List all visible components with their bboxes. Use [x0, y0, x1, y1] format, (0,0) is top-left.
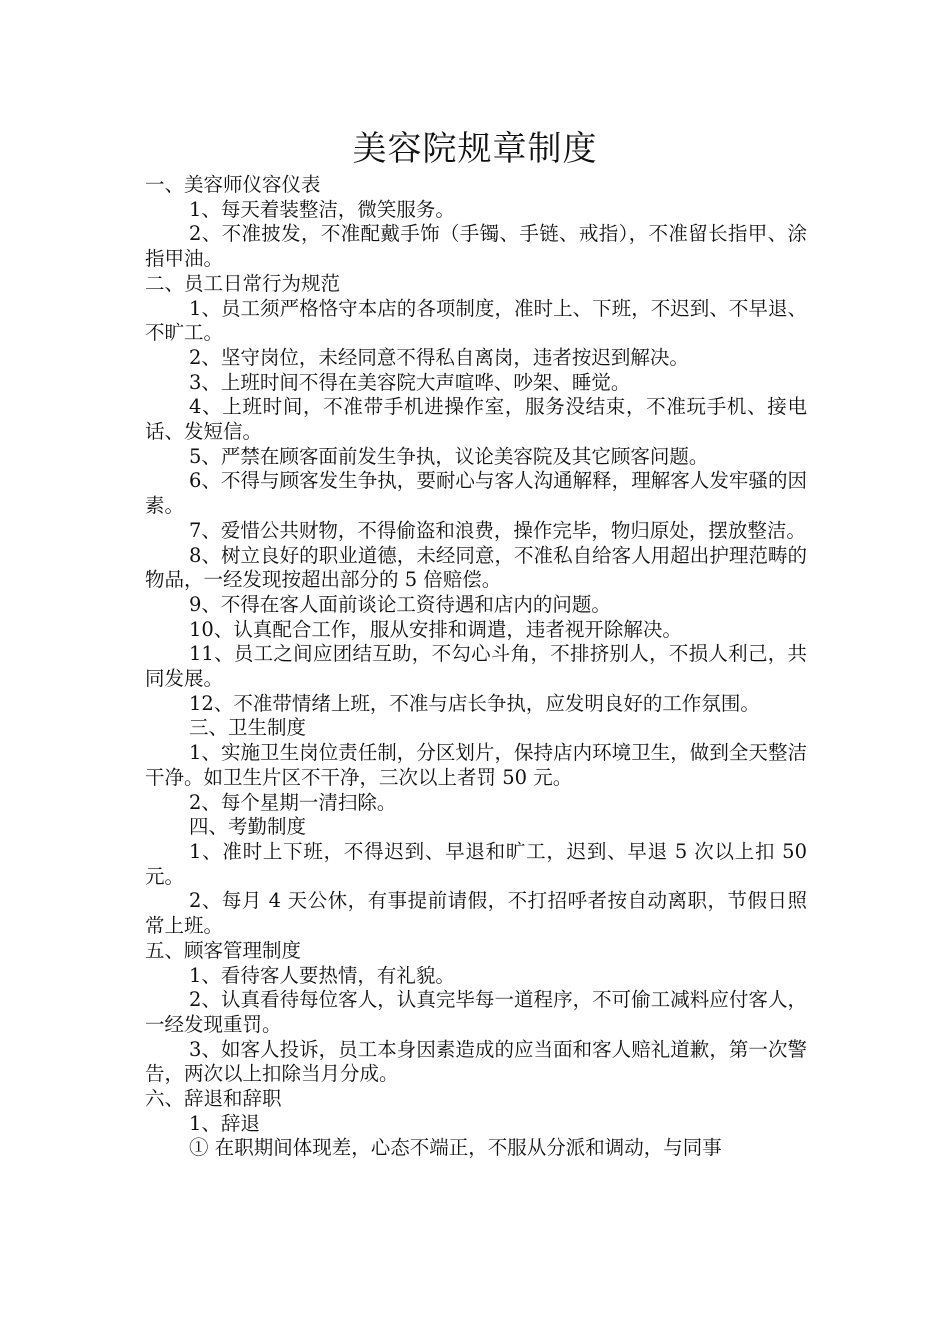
- body-paragraph: 1、实施卫生岗位责任制，分区划片，保持店内环境卫生，做到全天整洁干净。如卫生片区不干净，三次以上者罚 50 元。: [145, 741, 807, 789]
- body-paragraph: 5、严禁在顾客面前发生争执，议论美容院及其它顾客问题。: [189, 444, 709, 468]
- body-paragraph: 6、不得与顾客发生争执，要耐心与客人沟通解释，理解客人发牢骚的因素。: [145, 469, 807, 518]
- body-paragraph: 2、每个星期一清扫除。: [189, 790, 397, 814]
- document-title: 美容院规章制度: [352, 129, 598, 169]
- body-paragraph: 四、考勤制度: [189, 815, 307, 839]
- body-paragraph: 3、上班时间不得在美容院大声喧哗、吵架、睡觉。: [189, 370, 631, 394]
- body-paragraph: 1、准时上下班，不得迟到、早退和旷工，迟到、早退 5 次以上扣 50 元。: [145, 839, 807, 888]
- body-paragraph: 1、每天着装整洁，微笑服务。: [189, 197, 455, 221]
- body-paragraph: 10、认真配合工作，服从安排和调遣，违者视开除解决。: [189, 617, 682, 641]
- document-body: [145, 173, 807, 1161]
- body-paragraph: 7、爱惜公共财物，不得偷盗和浪费，操作完毕，物归原处，摆放整洁。: [189, 518, 806, 542]
- body-paragraph: 1、看待客人要热情，有礼貌。: [189, 963, 455, 987]
- body-paragraph: 三、卫生制度: [189, 716, 307, 740]
- body-paragraph: 2、认真看待每位客人，认真完毕每一道程序，不可偷工减料应付客人，一经发现重罚。: [145, 988, 807, 1036]
- body-paragraph: 12、不准带情绪上班，不准与店长争执，应发明良好的工作氛围。: [189, 691, 760, 715]
- body-paragraph: 2、每月 4 天公休，有事提前请假，不打招呼者按自动离职，节假日照常上班。: [145, 889, 807, 938]
- body-paragraph: 9、不得在客人面前谈论工资待遇和店内的问题。: [189, 592, 611, 616]
- body-paragraph: 1、辞退: [189, 1111, 260, 1135]
- body-paragraph: 1、员工须严格恪守本店的各项制度，准时上、下班，不迟到、不早退、不旷工。: [145, 296, 807, 345]
- body-paragraph: 4、上班时间，不准带手机进操作室，服务没结束，不准玩手机、接电话、发短信。: [145, 395, 807, 444]
- section-heading: 五、顾客管理制度: [145, 938, 302, 962]
- section-heading: 六、辞退和辞职: [145, 1087, 282, 1111]
- body-paragraph: 2、不准披发，不准配戴手饰（手镯、手链、戒指），不准留长指甲、涂指甲油。: [145, 222, 807, 271]
- section-heading: 二、员工日常行为规范: [145, 271, 341, 295]
- body-paragraph: 3、如客人投诉，员工本身因素造成的应当面和客人赔礼道歉，第一次警告，两次以上扣除当月分成。: [145, 1037, 807, 1086]
- body-paragraph: 11、员工之间应团结互助，不勾心斗角，不排挤别人，不损人利己，共同发展。: [145, 642, 807, 691]
- body-paragraph: 2、坚守岗位，未经同意不得私自离岗，违者按迟到解决。: [189, 345, 689, 369]
- section-heading: 一、美容师仪容仪表: [145, 173, 321, 196]
- body-paragraph: ① 在职期间体现差，心态不端正，不服从分派和调动，与同事: [189, 1136, 722, 1160]
- body-paragraph: 8、树立良好的职业道德，未经同意，不准私自给客人用超出护理范畴的物品，一经发现按超出部分的 5 倍赔偿。: [145, 543, 807, 592]
